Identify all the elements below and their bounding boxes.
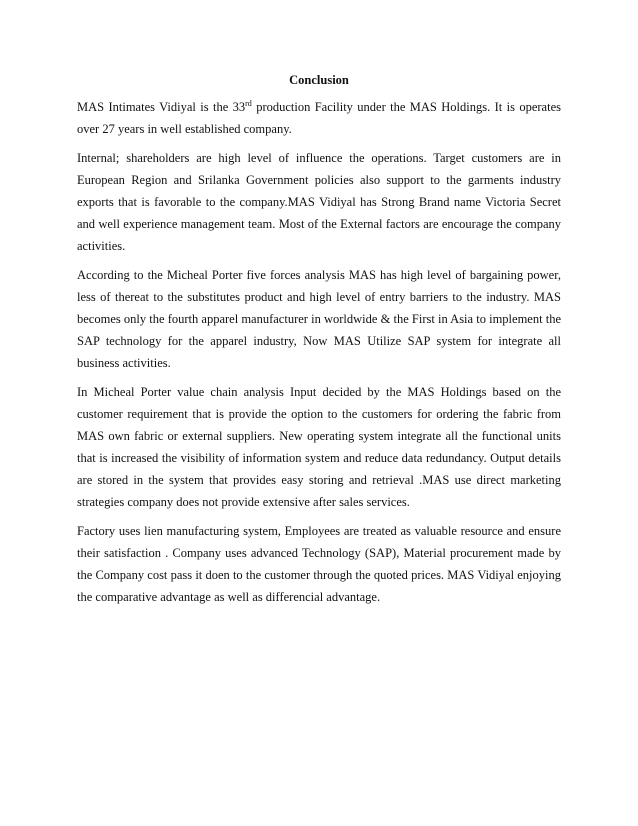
document-body xyxy=(77,96,561,615)
paragraph-intro xyxy=(77,96,561,140)
page-title: Conclusion xyxy=(289,73,349,87)
paragraph-value-chain: In Micheal Porter value chain analysis Input decided by the MAS Holdings based on the customer requirement that is provide the option to the customers for ordering the fabric from MAS own fabric or external suppliers. New operating system integrate all the functional units that is increased the visibility of information system and reduce data redundancy. Output details are stored in the system that provides easy storing and retrieval .MAS use direct marketing strategies company does not provide extensive after sales services. xyxy=(77,385,561,509)
paragraph-manufacturing: Factory uses lien manufacturing system, Employees are treated as valuable resource and ensure their satisfaction . Company uses advanced Technology (SAP), Material procurement made by the Company cost pass it doen to the customer through the quoted prices. MAS Vidiyal enjoying the comparative advantage as well as differencial advantage. xyxy=(77,524,561,604)
paragraph-five-forces: According to the Micheal Porter five forces analysis MAS has high level of bargaining power, less of thereat to the substitutes product and high level of entry barriers to the industry. MAS becomes only the fourth apparel manufacturer in worldwide & the First in Asia to implement the SAP technology for the apparel industry, Now MAS Utilize SAP system for integrate all business activities. xyxy=(77,268,561,370)
ordinal-suffix: rd xyxy=(245,99,252,108)
paragraph-internal-factors: Internal; shareholders are high level of influence the operations. Target customers are in European Region and Srilanka Government policies also support to the garments industry exports that is favorable to the company.MAS Vidiyal has Strong Brand name Victoria Secret and well experience management team. Most of the External factors are encourage the company activities. xyxy=(77,151,561,253)
paragraph-intro-text-start: MAS Intimates Vidiyal is the 33 xyxy=(77,100,246,114)
paragraph-intro-text-end: production Facility under the MAS Holdings. It is operates over 27 years in well established company. xyxy=(77,100,561,136)
